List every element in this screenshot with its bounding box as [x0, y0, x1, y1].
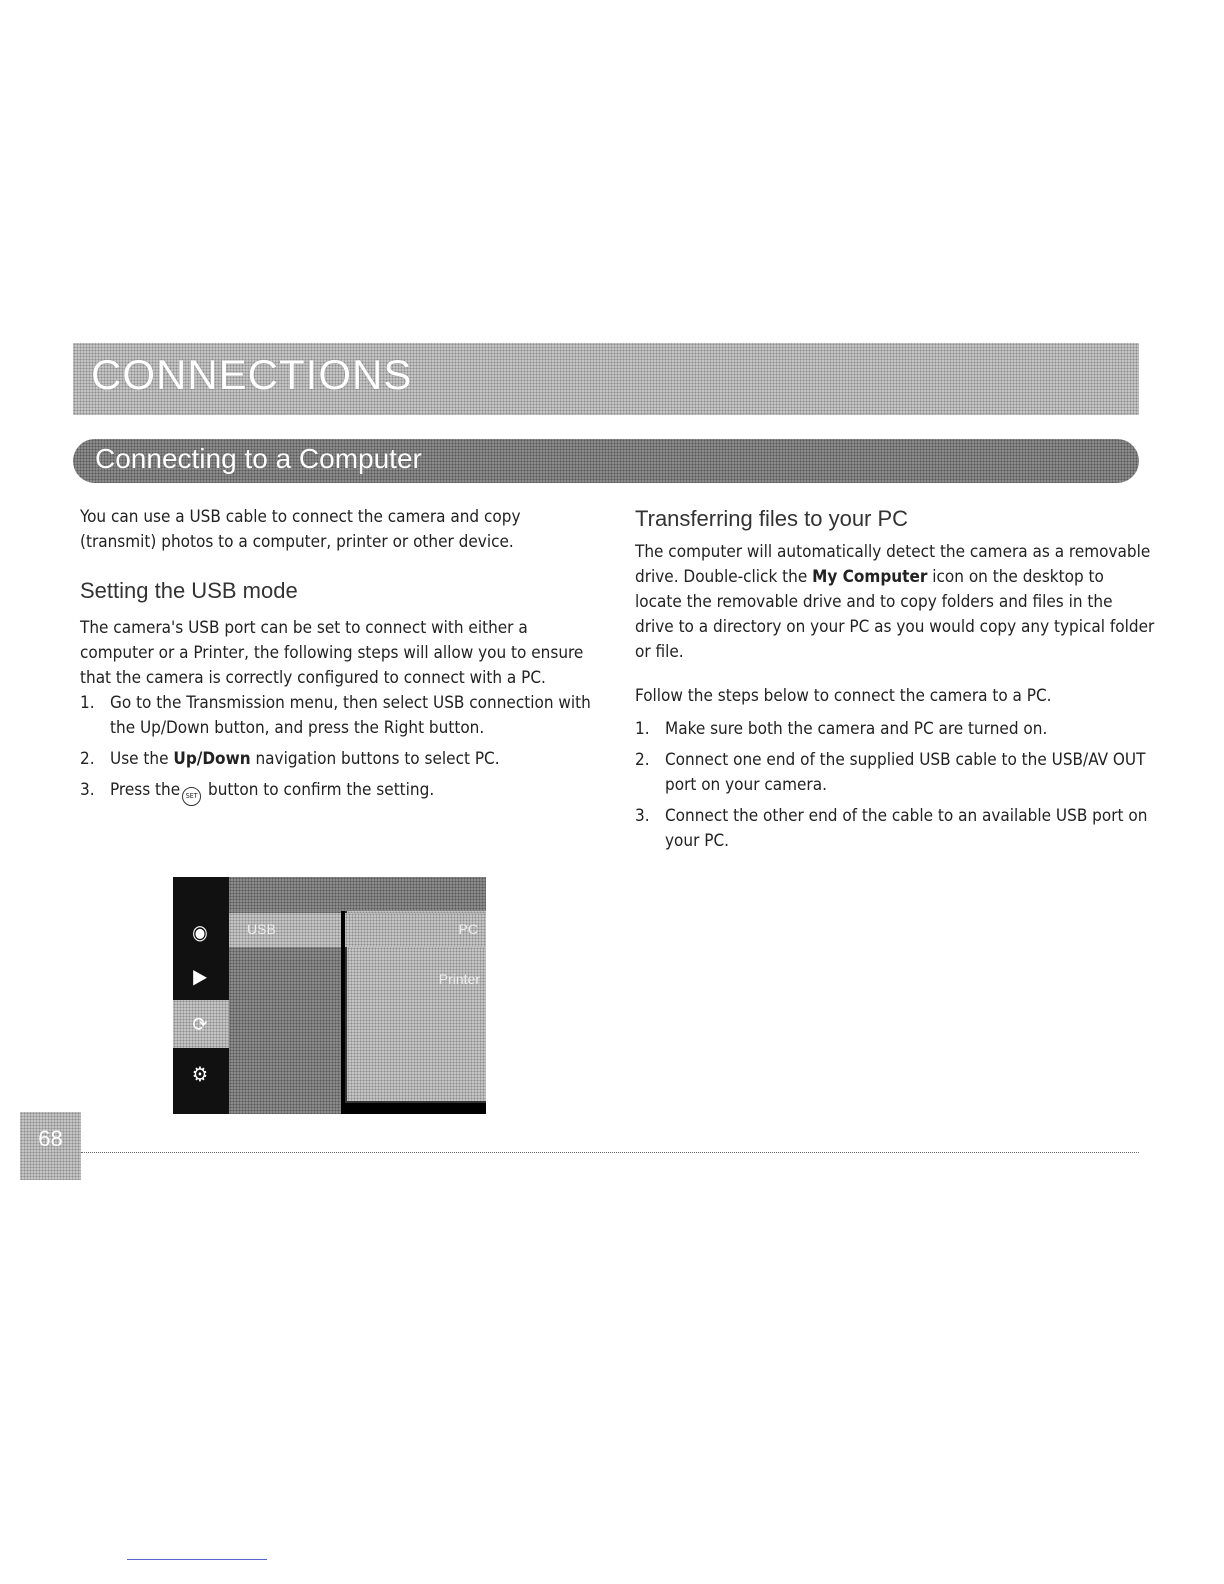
camera-menu-sidebar — [173, 877, 229, 1114]
step-text-bold: Up/Down — [173, 749, 251, 769]
list-item — [635, 804, 1155, 854]
settings-icon: ⚙ — [191, 1062, 209, 1086]
my-computer-label: My Computer — [812, 567, 928, 587]
camera-screen-illustration — [173, 877, 486, 1114]
step-number: 3. — [80, 780, 95, 800]
section-banner — [73, 343, 1139, 415]
step-text: Connect one end of the supplied USB cable to the USB/AV OUT port on your camera. — [665, 750, 1146, 795]
transfer-text-post: icon on the desktop to locate the removable drive and to copy folders and files in the drive to a directory on your PC as you would copy any typical folder or file. — [635, 567, 1155, 662]
transfer-paragraph — [635, 540, 1155, 665]
step-text: Connect the other end of the cable to an available USB port on your PC. — [665, 806, 1148, 851]
step-number: 1. — [80, 693, 95, 713]
list-item — [635, 717, 1155, 742]
step-number: 1. — [635, 719, 650, 739]
list-item — [635, 748, 1155, 798]
list-item — [80, 778, 600, 806]
camera-top-bar — [229, 877, 486, 911]
left-column — [80, 505, 600, 812]
page-number-box — [20, 1112, 81, 1180]
usb-mode-steps — [80, 691, 600, 806]
list-item — [80, 747, 600, 772]
step-number: 2. — [635, 750, 650, 770]
transfer-heading: Transferring files to your PC — [635, 506, 909, 531]
page-number: 68 — [38, 1126, 63, 1151]
transfer-text-pre: The computer will automatically detect the camera as a removable drive. Double-click the — [635, 542, 1151, 587]
step-text-pre: Use the — [110, 749, 174, 769]
step-number: 3. — [635, 806, 650, 826]
step-number: 2. — [80, 749, 95, 769]
subsection-title: Connecting to a Computer — [95, 443, 422, 474]
printer-option-label: Printer — [438, 971, 480, 987]
step-text: Make sure both the camera and PC are turned on. — [665, 719, 1048, 739]
step-text-post: navigation buttons to select PC. — [250, 749, 500, 769]
usb-mode-heading: Setting the USB mode — [80, 578, 298, 603]
playback-icon: ▶ — [193, 964, 207, 988]
usb-menu-label: USB — [247, 921, 276, 937]
pc-option-row — [345, 913, 486, 947]
footer-rule — [81, 1152, 1139, 1153]
step-text-post: button to confirm the setting. — [203, 780, 435, 800]
step-text-pre: Press the — [110, 780, 181, 800]
camera-menu-panel — [229, 877, 486, 1114]
step-text: Go to the Transmission menu, then select USB connection with the Up/Down button, and press the Right button. — [110, 693, 591, 738]
list-item — [80, 691, 600, 741]
subsection-banner — [73, 439, 1139, 483]
right-column — [635, 505, 1155, 860]
transfer-steps — [635, 717, 1155, 854]
intro-paragraph: You can use a USB cable to connect the camera and copy (transmit) photos to a computer, printer or other device. — [80, 507, 521, 552]
bottom-line — [127, 1559, 267, 1560]
follow-steps-paragraph: Follow the steps below to connect the camera to a PC. — [635, 686, 1052, 706]
transmission-icon: ⟳ — [192, 1012, 208, 1036]
section-title: CONNECTIONS — [91, 351, 413, 398]
usb-mode-paragraph: The camera's USB port can be set to connect with either a computer or a Printer, the following steps will allow you to ensure that the camera is correctly configured to connect with a PC. — [80, 618, 584, 688]
camera-icon: ◉ — [192, 920, 208, 944]
set-button-icon: SET — [182, 787, 201, 806]
usb-menu-row — [229, 913, 341, 947]
pc-option-label: PC — [458, 921, 478, 937]
